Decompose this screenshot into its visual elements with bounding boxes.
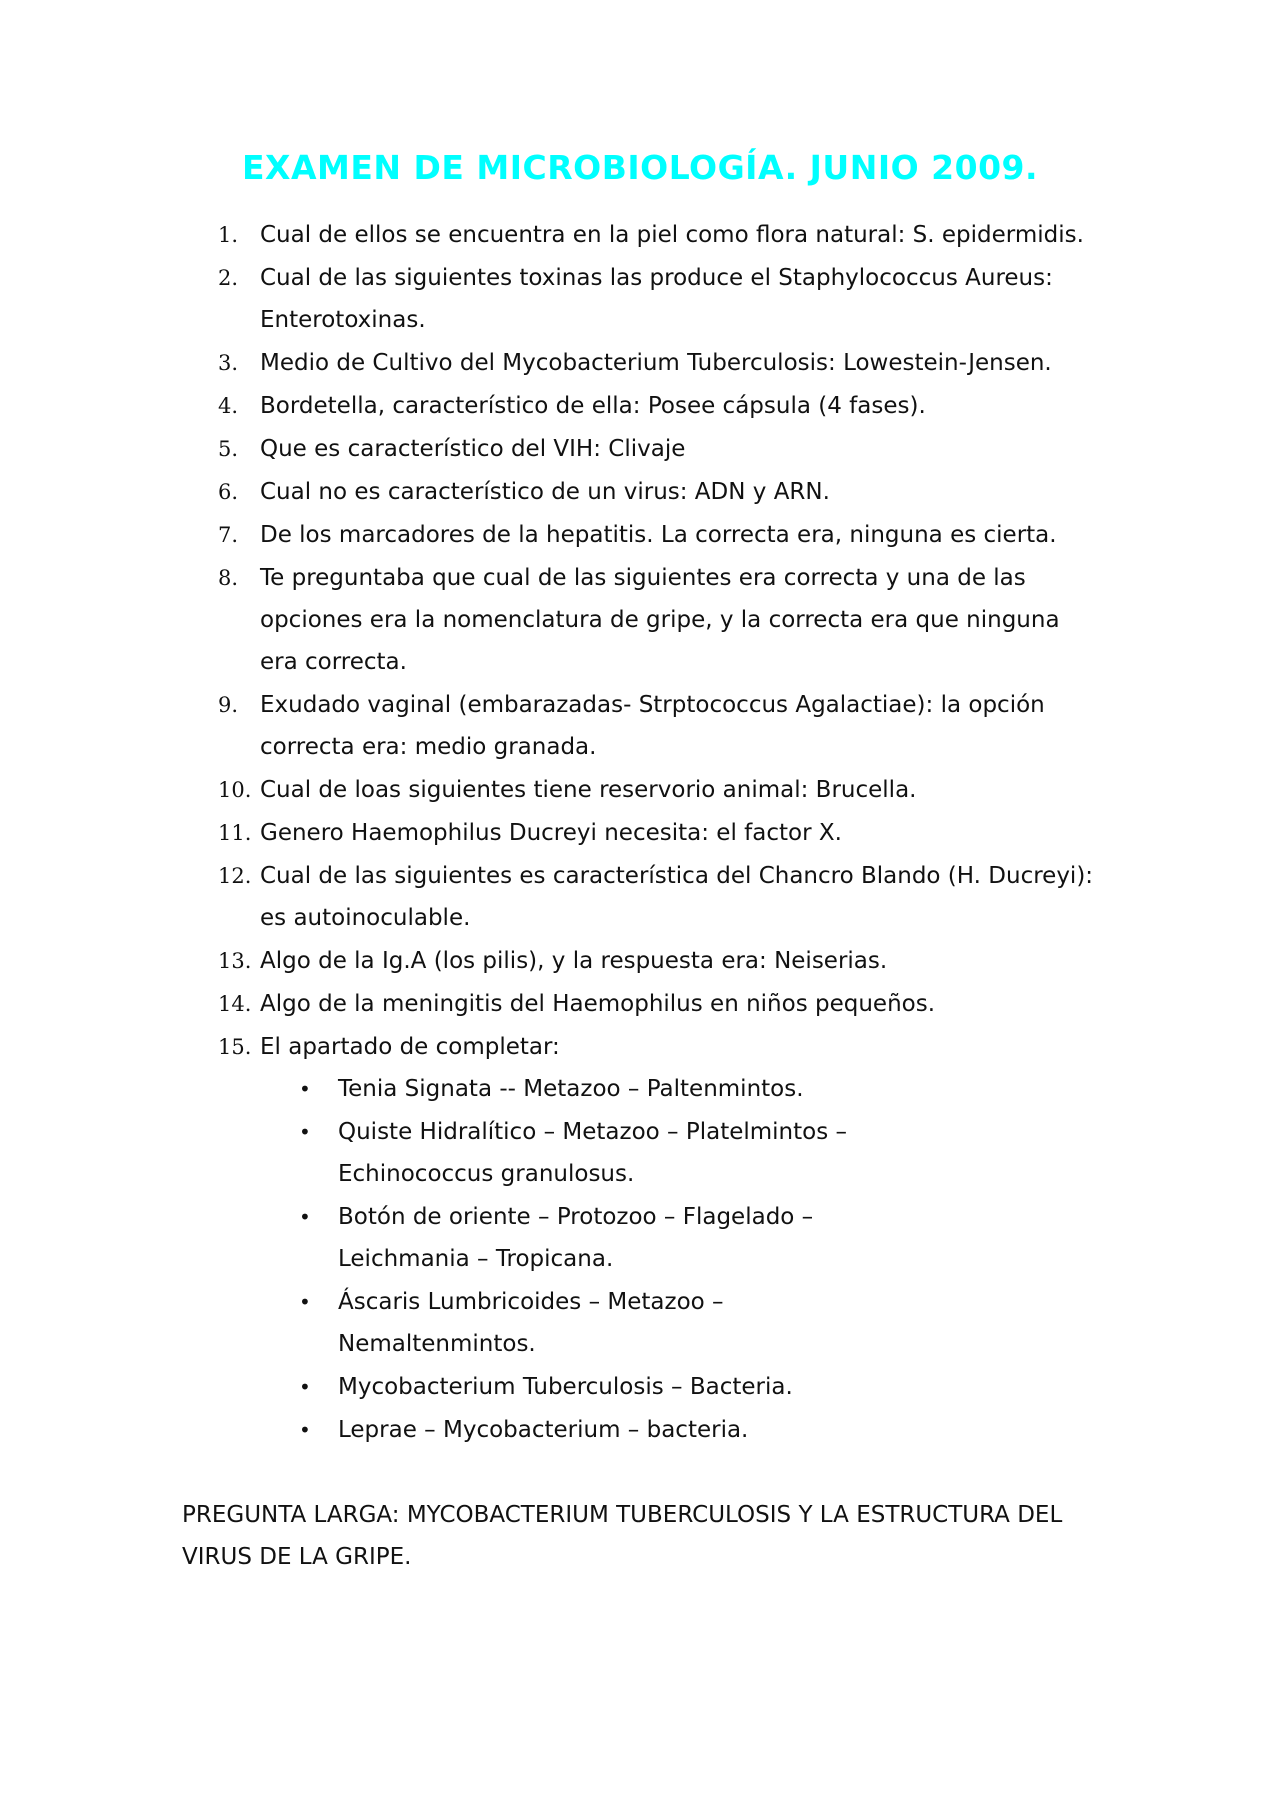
question-number: 15.: [218, 1035, 252, 1059]
question-number: 13.: [218, 949, 252, 973]
question-number: 3.: [218, 351, 239, 375]
question-text: Medio de Cultivo del Mycobacterium Tuberculosis: Lowestein-Jensen.: [260, 350, 1052, 376]
question-number: 6.: [218, 480, 239, 504]
question-item: [0, 385, 1280, 427]
long-question: PREGUNTA LARGA: MYCOBACTERIUM TUBERCULOSIS Y LA ESTRUCTURA DEL VIRUS DE LA GRIPE.: [182, 1502, 1063, 1570]
question-text: Cual no es característico de un virus: ADN y ARN.: [260, 479, 830, 505]
question-text: De los marcadores de la hepatitis. La correcta era, ninguna es cierta.: [260, 522, 1057, 548]
bullet-icon: •: [299, 1077, 311, 1101]
question-item: [0, 557, 1280, 683]
completar-text: Botón de oriente – Protozoo – Flagelado – Leichmania – Tropicana.: [338, 1204, 814, 1272]
question-item: [0, 471, 1280, 513]
question-item: [0, 428, 1280, 470]
question-item: [0, 684, 1280, 768]
question-number: 2.: [218, 266, 239, 290]
question-item: [0, 983, 1280, 1025]
question-item: [0, 214, 1280, 256]
question-item: [0, 514, 1280, 556]
completar-item: [260, 1366, 1100, 1408]
question-number: 8.: [218, 566, 239, 590]
bullet-icon: •: [299, 1290, 311, 1314]
question-number: 4.: [218, 394, 239, 418]
completar-item: [260, 1409, 1100, 1451]
question-text: Algo de la meningitis del Haemophilus en niños pequeños.: [260, 991, 936, 1017]
question-item: [0, 940, 1280, 982]
question-number: 14.: [218, 992, 252, 1016]
question-text: Algo de la Ig.A (los pilis), y la respuesta era: Neiserias.: [260, 948, 888, 974]
bullet-icon: •: [299, 1120, 311, 1144]
completar-item: [260, 1196, 1100, 1280]
page-title: EXAMEN DE MICROBIOLOGÍA. JUNIO 2009.: [241, 148, 1039, 187]
question-number: 1.: [218, 223, 239, 247]
question-item: [0, 342, 1280, 384]
question-text: Cual de las siguientes es característica del Chancro Blando (H. Ducreyi): es autoinoculable.: [260, 863, 1094, 931]
completar-text: Mycobacterium Tuberculosis – Bacteria.: [338, 1374, 793, 1400]
question-number: 11.: [218, 821, 252, 845]
completar-item: [260, 1068, 1100, 1110]
question-number: 7.: [218, 523, 239, 547]
bullet-icon: •: [299, 1205, 311, 1229]
question-item: [0, 257, 1280, 341]
question-text: Cual de las siguientes toxinas las produce el Staphylococcus Aureus: Enterotoxinas.: [260, 265, 1053, 333]
question-item: [0, 769, 1280, 811]
question-item: [0, 855, 1280, 939]
question-text: El apartado de completar:: [260, 1034, 560, 1060]
question-number: 9.: [218, 693, 239, 717]
completar-text: Tenia Signata -- Metazoo – Paltenmintos.: [338, 1076, 804, 1102]
completar-text: Quiste Hidralítico – Metazoo – Platelmintos – Echinococcus granulosus.: [338, 1119, 848, 1187]
question-text: Exudado vaginal (embarazadas- Strptococcus Agalactiae): la opción correcta era: medio granada.: [260, 692, 1045, 760]
question-text: Te preguntaba que cual de las siguientes era correcta y una de las opciones era la nomenclatura de gripe, y la correcta era que ninguna era correcta.: [260, 565, 1060, 675]
question-text: Genero Haemophilus Ducreyi necesita: el factor X.: [260, 820, 842, 846]
question-item: [0, 812, 1280, 854]
question-text: Cual de ellos se encuentra en la piel como flora natural: S. epidermidis.: [260, 222, 1084, 248]
question-number: 10.: [218, 778, 252, 802]
completar-item: [260, 1111, 1100, 1195]
completar-item: [260, 1281, 1100, 1365]
completar-text: Leprae – Mycobacterium – bacteria.: [338, 1417, 749, 1443]
completar-text: Áscaris Lumbricoides – Metazoo – Nemaltenmintos.: [338, 1289, 724, 1357]
question-text: Bordetella, característico de ella: Posee cápsula (4 fases).: [260, 393, 926, 419]
completar-list: [260, 1068, 1100, 1451]
bullet-icon: •: [299, 1375, 311, 1399]
bullet-icon: •: [299, 1418, 311, 1442]
question-text: Cual de loas siguientes tiene reservorio animal: Brucella.: [260, 777, 917, 803]
question-list: [0, 214, 1280, 1452]
question-number: 12.: [218, 864, 252, 888]
question-item: [0, 1026, 1280, 1451]
question-number: 5.: [218, 437, 239, 461]
question-text: Que es característico del VIH: Clivaje: [260, 436, 686, 462]
